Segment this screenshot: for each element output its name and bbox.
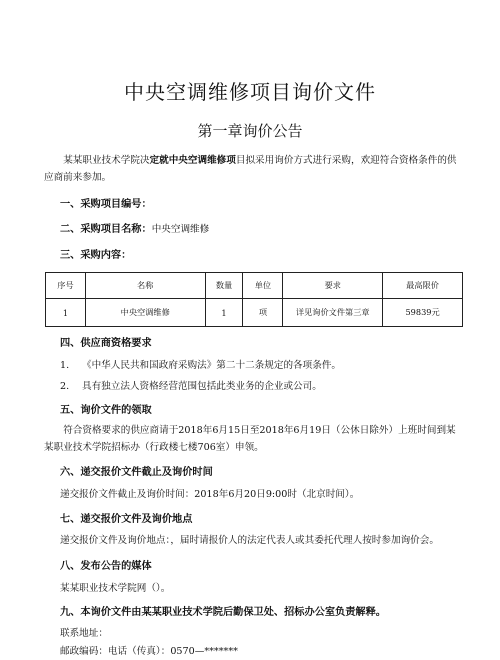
qualification-number: 2. <box>60 381 70 392</box>
deadline-paragraph: 递交报价文件截止及询价时间：2018年6月20日9:00时（北京时间）。 <box>60 489 360 500</box>
contact-postal-phone: 邮政编码：电话（传真）：0570—******* <box>60 646 238 657</box>
table-cell: 中央空调维修 <box>85 299 205 327</box>
section-2-label: 二、采购项目名称： <box>60 224 152 235</box>
section-8-label: 八、发布公告的媒体 <box>60 561 152 572</box>
section-2-heading <box>60 220 209 235</box>
qualification-item <box>60 357 341 371</box>
section-1-label: 一、采购项目编号： <box>60 199 152 210</box>
location-paragraph: 递交报价文件及询价地点：，届时请报价人的法定代表人或其委托代理人按时参加询价会。 <box>60 535 439 546</box>
section-9-label: 九、本询价文件由某某职业技术学院后勤保卫处、招标办公室负责解释。 <box>60 607 386 618</box>
qualification-item <box>60 378 322 392</box>
table-cell: 详见询价文件第三章 <box>283 299 383 327</box>
section-6-heading <box>60 463 213 478</box>
section-7-heading <box>60 510 192 525</box>
section-1-heading <box>60 195 152 210</box>
section-4-label: 四、供应商资格要求 <box>60 338 152 349</box>
intro-paragraph <box>44 152 460 186</box>
intro-suffix: 目拟采用询价方式进行采购，欢迎符合资格条件的供应商前来参加。 <box>44 155 457 183</box>
project-name-value: 中央空调维修 <box>151 224 210 235</box>
intro-prefix: 某某职业技术学院决 <box>63 155 150 166</box>
section-7-label: 七、递交报价文件及询价地点 <box>60 514 193 525</box>
procurement-table <box>45 272 463 327</box>
table-cell: 59839元 <box>383 299 463 327</box>
header-cell: 序号 <box>46 273 86 299</box>
header-cell: 名称 <box>85 273 205 299</box>
table-cell: 项 <box>243 299 283 327</box>
section-3-label: 三、采购内容： <box>60 250 132 261</box>
qualification-text: 《中华人民共和国政府采购法》第二十二条规定的各项条件。 <box>82 360 342 371</box>
section-3-heading <box>60 246 131 261</box>
contact-address-label: 联系地址： <box>60 628 108 639</box>
header-cell: 数量 <box>205 273 243 299</box>
media-paragraph: 某某职业技术学院网（）。 <box>60 583 171 594</box>
table-header-row <box>46 273 463 299</box>
collection-paragraph: 符合资格要求的供应商请于2018年6月15日至2018年6月19日（公休日除外）上班时间到某某职业技术学院招标办（行政楼七楼706室）申领。 <box>44 425 456 453</box>
header-cell: 最高限价 <box>383 273 463 299</box>
header-cell: 要求 <box>283 273 383 299</box>
section-5-heading <box>60 401 152 416</box>
document-title: 中央空调维修项目询价文件 <box>124 80 376 104</box>
chapter-heading: 第一章询价公告 <box>197 122 303 140</box>
table-cell: 1 <box>205 299 243 327</box>
qualification-number: 1. <box>60 360 70 371</box>
header-cell: 单位 <box>243 273 283 299</box>
section-4-heading <box>60 334 152 349</box>
table-cell: 1 <box>46 299 86 327</box>
section-9-heading <box>60 603 386 618</box>
qualification-text: 具有独立法人资格经营范围包括此类业务的企业或公司。 <box>82 381 322 392</box>
intro-bold-text: 定就中央空调维修项 <box>149 155 236 166</box>
table-row <box>46 299 463 327</box>
section-5-label: 五、询价文件的领取 <box>60 405 152 416</box>
section-6-label: 六、递交报价文件截止及询价时间 <box>60 467 213 478</box>
section-8-heading <box>60 557 152 572</box>
